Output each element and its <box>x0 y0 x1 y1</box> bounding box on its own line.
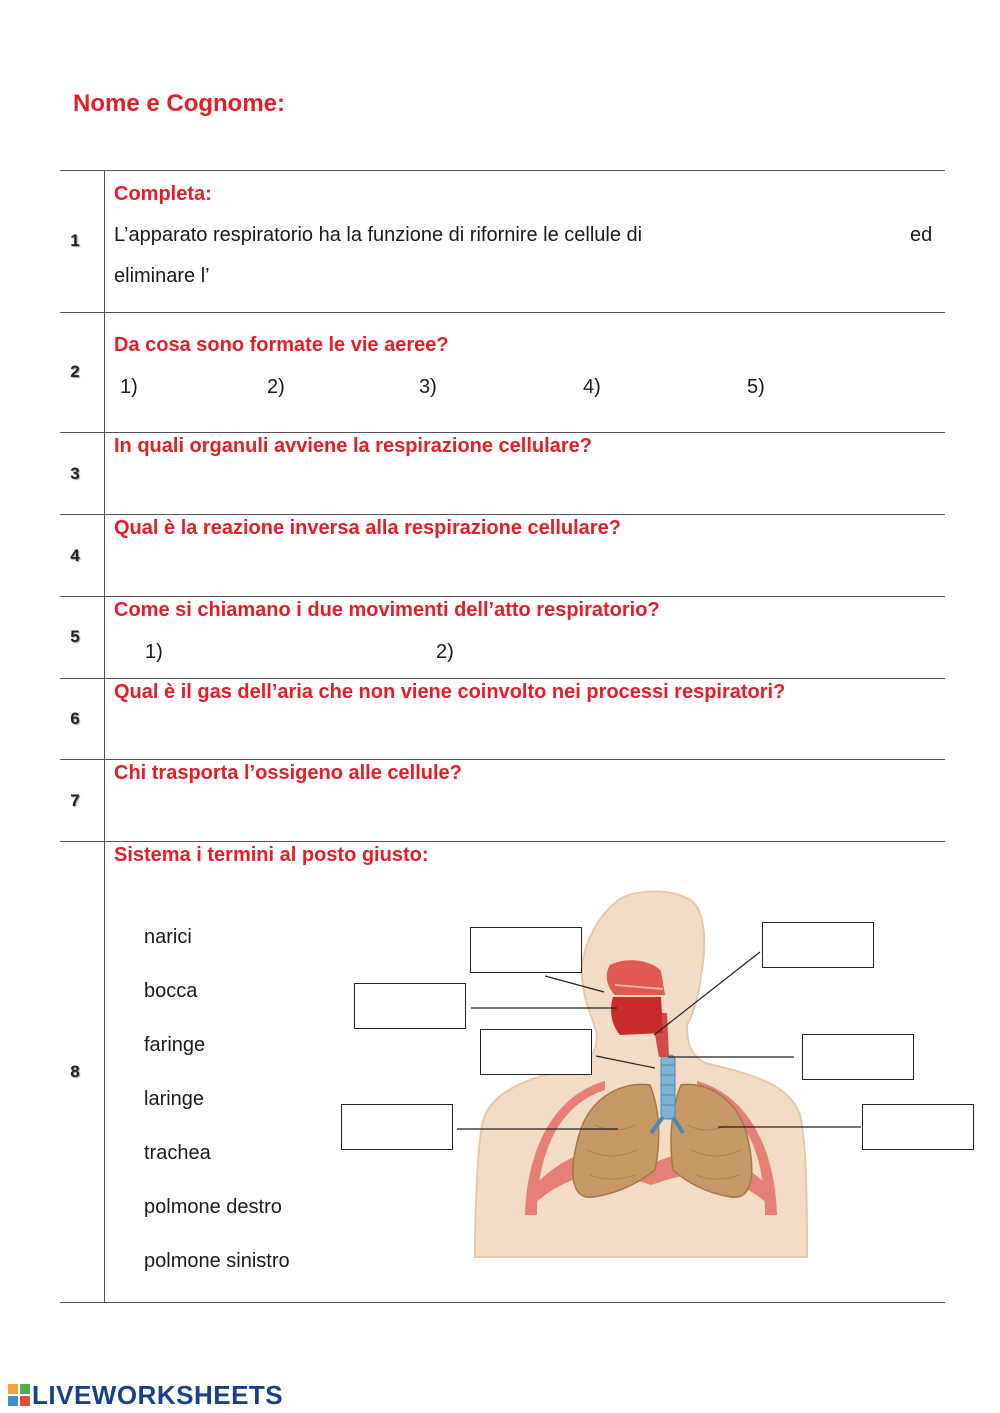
question-5-prompt: Come si chiamano i due movimenti dell’atto respiratorio? <box>114 599 660 621</box>
term-trachea[interactable]: trachea <box>144 1142 211 1164</box>
answer-label: 2) <box>436 641 454 663</box>
question-1-text-line2: eliminare l’ <box>114 265 210 287</box>
brand-name: LIVEWORKSHEETS <box>32 1380 284 1410</box>
answer-label: 4) <box>583 376 601 398</box>
question-3-prompt: In quali organuli avviene la respirazione cellulare? <box>114 435 592 457</box>
question-number: 6 <box>70 709 80 728</box>
term-polmone-destro[interactable]: polmone destro <box>144 1196 282 1218</box>
question-2-prompt: Da cosa sono formate le vie aeree? <box>114 334 449 356</box>
liveworksheets-icon <box>8 1384 30 1406</box>
answer-label: 2) <box>267 376 285 398</box>
question-4-prompt: Qual è la reazione inversa alla respirazione cellulare? <box>114 517 621 539</box>
drop-box-trachea-area[interactable] <box>802 1034 914 1080</box>
term-polmone-sinistro[interactable]: polmone sinistro <box>144 1250 290 1272</box>
question-1-prompt: Completa: <box>114 183 212 205</box>
term-narici[interactable]: narici <box>144 926 192 948</box>
question-number: 3 <box>70 464 80 483</box>
answer-label: 5) <box>747 376 765 398</box>
term-bocca[interactable]: bocca <box>144 980 198 1002</box>
question-6-prompt: Qual è il gas dell’aria che non viene coinvolto nei processi respiratori? <box>114 681 786 703</box>
page-title: Nome e Cognome: <box>73 90 286 117</box>
question-1-text-end: ed <box>910 224 933 246</box>
question-number: 7 <box>70 791 80 810</box>
question-number: 5 <box>70 627 80 646</box>
drop-box-faringe-area[interactable] <box>762 922 874 968</box>
question-number: 8 <box>70 1062 80 1081</box>
answer-label: 3) <box>419 376 437 398</box>
question-7-prompt: Chi trasporta l’ossigeno alle cellule? <box>114 762 462 784</box>
drop-box-polmone-sinistro-area[interactable] <box>862 1104 974 1150</box>
answer-label: 1) <box>145 641 163 663</box>
liveworksheets-logo <box>8 1380 283 1411</box>
answer-label: 1) <box>120 376 138 398</box>
drop-box-polmone-destro-area[interactable] <box>341 1104 453 1150</box>
question-1-text: L’apparato respiratorio ha la funzione di rifornire le cellule di <box>114 224 643 246</box>
term-faringe[interactable]: faringe <box>144 1034 206 1056</box>
question-number: 2 <box>70 362 80 381</box>
question-number: 4 <box>70 546 80 565</box>
drop-box-laringe-area[interactable] <box>480 1029 592 1075</box>
drop-box-narici-area[interactable] <box>470 927 582 973</box>
question-number: 1 <box>70 231 80 250</box>
term-laringe[interactable]: laringe <box>144 1088 205 1110</box>
question-8-prompt: Sistema i termini al posto giusto: <box>114 844 429 866</box>
drop-box-bocca-area[interactable] <box>354 983 466 1029</box>
